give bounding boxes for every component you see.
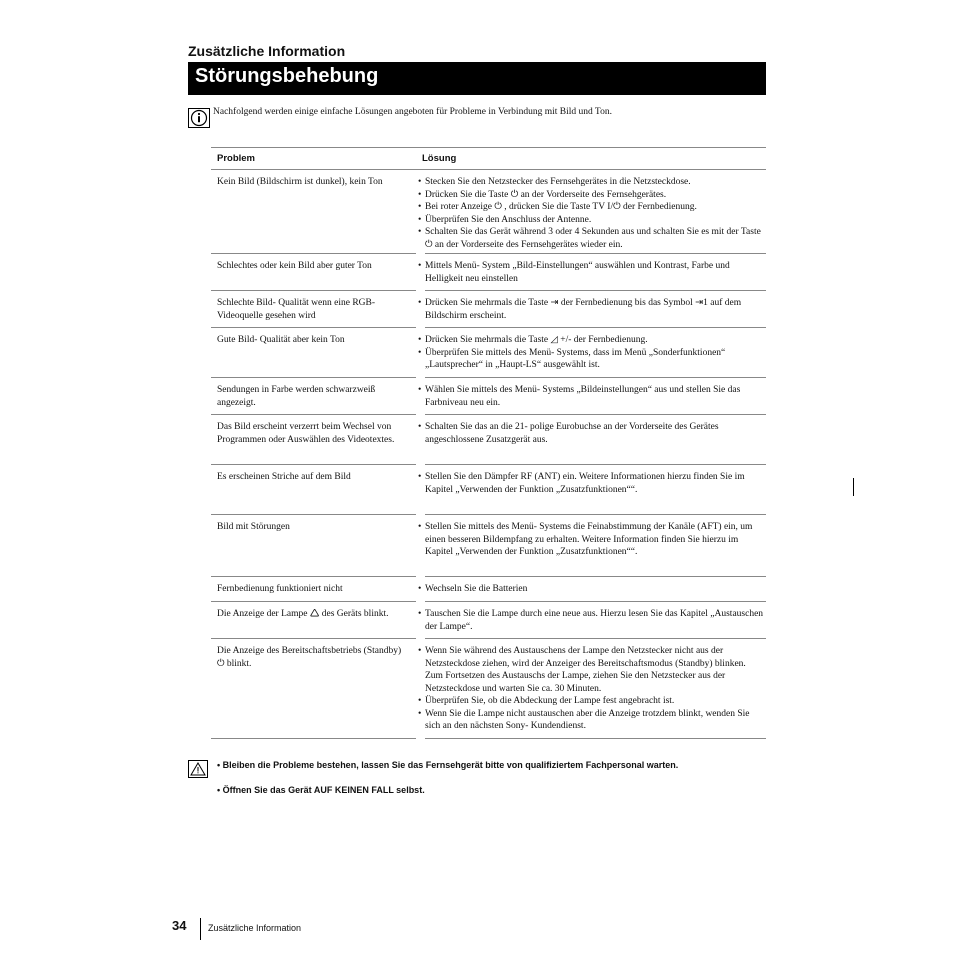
- table-row: [211, 602, 766, 639]
- problem-cell: Sendungen in Farbe werden schwarzweiß angezeigt.: [217, 385, 376, 408]
- page-number: 34: [172, 918, 187, 933]
- solution-item: • Drücken Sie mehrmals die Taste ◿ +/- der Fernbedienung.: [416, 334, 766, 347]
- problem-cell: Schlechte Bild- Qualität wenn eine RGB-Videoquelle gesehen wird: [217, 298, 376, 321]
- page-title: Störungsbehebung: [195, 65, 379, 87]
- table-row: [211, 378, 766, 415]
- solution-item: • Drücken Sie mehrmals die Taste ⇥ der Fernbedienung bis das Symbol ⇥1 auf dem Bildschirm erscheint.: [416, 297, 766, 322]
- solution-cell: [416, 378, 766, 415]
- solution-item: • Überprüfen Sie den Anschluss der Antenne.: [416, 214, 766, 227]
- solution-item: • Überprüfen Sie mittels des Menü- Systems, dass im Menü „Sonderfunktionen“ „Lautsprecher“ in „Haupt-LS“ ausgewählt ist.: [416, 347, 766, 372]
- solution-item: • Stecken Sie den Netzstecker des Fernsehgerätes in die Netzsteckdose.: [416, 176, 766, 189]
- footer-divider: [200, 918, 201, 940]
- footer-label: Zusätzliche Information: [208, 923, 302, 933]
- problem-cell: Das Bild erscheint verzerrt beim Wechsel von Programmen oder Auswählen des Videotextes.: [217, 422, 395, 445]
- column-header-solution: Lösung: [422, 153, 457, 164]
- solution-item: • Stellen Sie mittels des Menü- Systems die Feinabstimmung der Kanäle (AFT) ein, um einen besseren Bildempfang zu erhalten. Weitere Information finden Sie hierzu im Kapitel „Verwenden der Funktion „Zusatzfunktionen““.: [416, 521, 766, 559]
- solution-item: • Wechseln Sie die Batterien: [416, 583, 766, 596]
- problem-cell: Die Anzeige der Lampe 🛆 des Geräts blinkt.: [217, 609, 389, 619]
- table-row: [211, 465, 766, 515]
- solution-cell: [416, 515, 766, 577]
- warning-text-1: • Bleiben die Probleme bestehen, lassen Sie das Fernsehgerät bitte von qualifiziertem Fachpersonal warten.: [217, 760, 679, 770]
- solution-item: • Wenn Sie während des Austauschens der Lampe den Netzstecker nicht aus der Netzsteckdose ziehen, wird der Anzeiger des Bereitschaftsmodus (Standby) blinken. Zum Fortsetzen des Austauschs der Lampe, ziehen Sie den Netzstecker aus der Netzsteckdose und warten Sie ca. 30 Minuten.: [416, 645, 766, 695]
- solution-item: • Tauschen Sie die Lampe durch eine neue aus. Hierzu lesen Sie das Kapitel „Austauschen der Lampe“.: [416, 608, 766, 633]
- solution-item: • Wenn Sie die Lampe nicht austauschen aber die Anzeige trotzdem blinkt, wenden Sie sich an den nächsten Sony- Kundendienst.: [416, 708, 766, 733]
- problem-cell: Es erscheinen Striche auf dem Bild: [217, 472, 351, 482]
- solution-item: • Schalten Sie das an die 21- polige Eurobuchse an der Vorderseite des Gerätes angeschlossene Zusatzgerät aus.: [416, 421, 766, 446]
- table-row: [211, 577, 766, 602]
- problem-cell: Kein Bild (Bildschirm ist dunkel), kein Ton: [217, 177, 383, 187]
- table-row: [211, 515, 766, 577]
- problem-cell: Bild mit Störungen: [217, 522, 290, 532]
- margin-mark: [853, 478, 854, 496]
- table-row: [211, 254, 766, 291]
- solution-item: • Bei roter Anzeige ⏻ , drücken Sie die Taste TV I/⏻ der Fernbedienung.: [416, 201, 766, 214]
- table-row: [211, 415, 766, 465]
- info-icon: [188, 108, 210, 128]
- warning-icon: [188, 760, 208, 778]
- table-row: [211, 328, 766, 378]
- solution-cell: [416, 254, 766, 291]
- solution-cell: [416, 170, 766, 254]
- solution-cell: [416, 577, 766, 602]
- row-divider: [211, 738, 416, 739]
- intro-text: Nachfolgend werden einige einfache Lösungen angeboten für Probleme in Verbindung mit Bild und Ton.: [213, 107, 612, 117]
- problem-cell: Gute Bild- Qualität aber kein Ton: [217, 335, 345, 345]
- table-row: [211, 170, 766, 254]
- solution-cell: [416, 328, 766, 378]
- solution-item: • Drücken Sie die Taste ⏻ an der Vorderseite des Fernsehgerätes.: [416, 189, 766, 202]
- solution-item: • Überprüfen Sie, ob die Abdeckung der Lampe fest angebracht ist.: [416, 695, 766, 708]
- section-label: Zusätzliche Information: [188, 43, 346, 59]
- solution-cell: [416, 602, 766, 639]
- solution-item: • Stellen Sie den Dämpfer RF (ANT) ein. Weitere Informationen hierzu finden Sie im Kapitel „Verwenden der Funktion „Zusatzfunktionen““.: [416, 471, 766, 496]
- table-header: [211, 147, 766, 170]
- solution-cell: [416, 415, 766, 465]
- solution-cell: [416, 465, 766, 515]
- problem-cell: Schlechtes oder kein Bild aber guter Ton: [217, 261, 372, 271]
- table-row: [211, 639, 766, 739]
- troubleshooting-table: [211, 147, 766, 739]
- row-divider: [425, 738, 766, 739]
- solution-item: • Schalten Sie das Gerät während 3 oder 4 Sekunden aus und schalten Sie es mit der Taste ⏻ an der Vorderseite des Fernsehgerätes wieder ein.: [416, 226, 766, 251]
- problem-cell: Die Anzeige des Bereitschaftsbetriebs (Standby) ⏻ blinkt.: [217, 646, 402, 669]
- solution-cell: [416, 639, 766, 739]
- solution-item: • Wählen Sie mittels des Menü- Systems „Bildeinstellungen“ aus und stellen Sie das Farbniveau neu ein.: [416, 384, 766, 409]
- title-bar: [188, 62, 766, 95]
- table-body: [211, 170, 766, 739]
- solution-item: • Mittels Menü- System „Bild-Einstellungen“ auswählen und Kontrast, Farbe und Helligkeit neu einstellen: [416, 260, 766, 285]
- warning-text-2: • Öffnen Sie das Gerät AUF KEINEN FALL selbst.: [217, 785, 425, 795]
- column-header-problem: Problem: [217, 153, 256, 164]
- solution-cell: [416, 291, 766, 328]
- problem-cell: Fernbedienung funktioniert nicht: [217, 584, 343, 594]
- table-row: [211, 291, 766, 328]
